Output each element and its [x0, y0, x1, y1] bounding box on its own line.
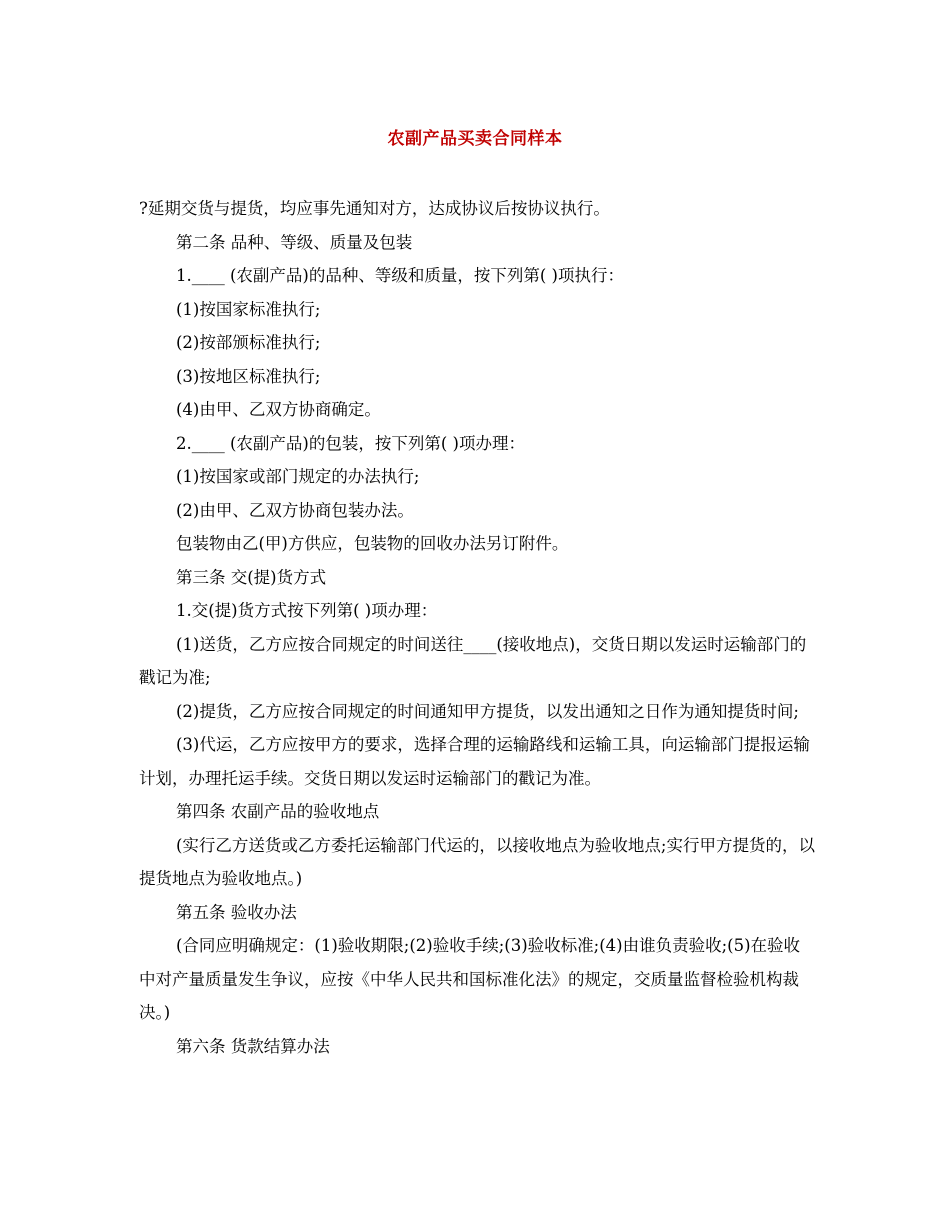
paragraph: 包装物由乙(甲)方供应，包装物的回收办法另订附件。 [176, 534, 569, 553]
paragraph: 2.____ (农副产品)的包装，按下列第( )项办理： [176, 433, 525, 453]
paragraph: (实行乙方送货或乙方委托运输部门代运的，以接收地点为验收地点;实行甲方提货的，以提货地点为验收地点。) [139, 835, 815, 888]
paragraph: 第三条 交(提)货方式 [176, 567, 327, 587]
paragraph: (2)由甲、乙双方协商包装办法。 [176, 500, 414, 520]
paragraph: 1.交(提)货方式按下列第( )项办理： [176, 601, 438, 620]
paragraph: (2)提货，乙方应按合同规定的时间通知甲方提货，以发出通知之日作为通知提货时间; [176, 701, 799, 721]
paragraph: 第五条 验收办法 [176, 902, 297, 922]
paragraph: ?延期交货与提货，均应事先通知对方，达成协议后按协议执行。 [139, 199, 610, 218]
paragraph: (合同应明确规定：(1)验收期限;(2)验收手续;(3)验收标准;(4)由谁负责验收;(5)在验收中对产量质量发生争议，应按《中华人民共和国标准化法》的规定，交质量监督检验机构裁决。) [139, 936, 801, 1022]
paragraph: 第六条 货款结算办法 [176, 1036, 330, 1056]
paragraph: (3)代运，乙方应按甲方的要求，选择合理的运输路线和运输工具，向运输部门提报运输计划，办理托运手续。交货日期以发运时运输部门的戳记为准。 [139, 735, 810, 788]
paragraph: (1)按国家标准执行; [176, 299, 321, 319]
paragraph: (4)由甲、乙双方协商确定。 [176, 400, 381, 419]
document-title: 农副产品买卖合同样本 [387, 129, 563, 149]
paragraph: (2)按部颁标准执行; [176, 333, 321, 352]
paragraph: 1.____ (农副产品)的品种、等级和质量，按下列第( )项执行： [176, 266, 624, 285]
paragraph: (1)按国家或部门规定的办法执行; [176, 467, 420, 486]
paragraph: 第四条 农副产品的验收地点 [176, 802, 380, 821]
paragraph: (1)送货，乙方应按合同规定的时间送往____(接收地点)，交货日期以发运时运输部门的戳记为准; [139, 634, 807, 687]
paragraph: (3)按地区标准执行; [176, 366, 321, 386]
document-body [139, 192, 815, 1063]
paragraph: 第二条 品种、等级、质量及包装 [176, 232, 413, 252]
